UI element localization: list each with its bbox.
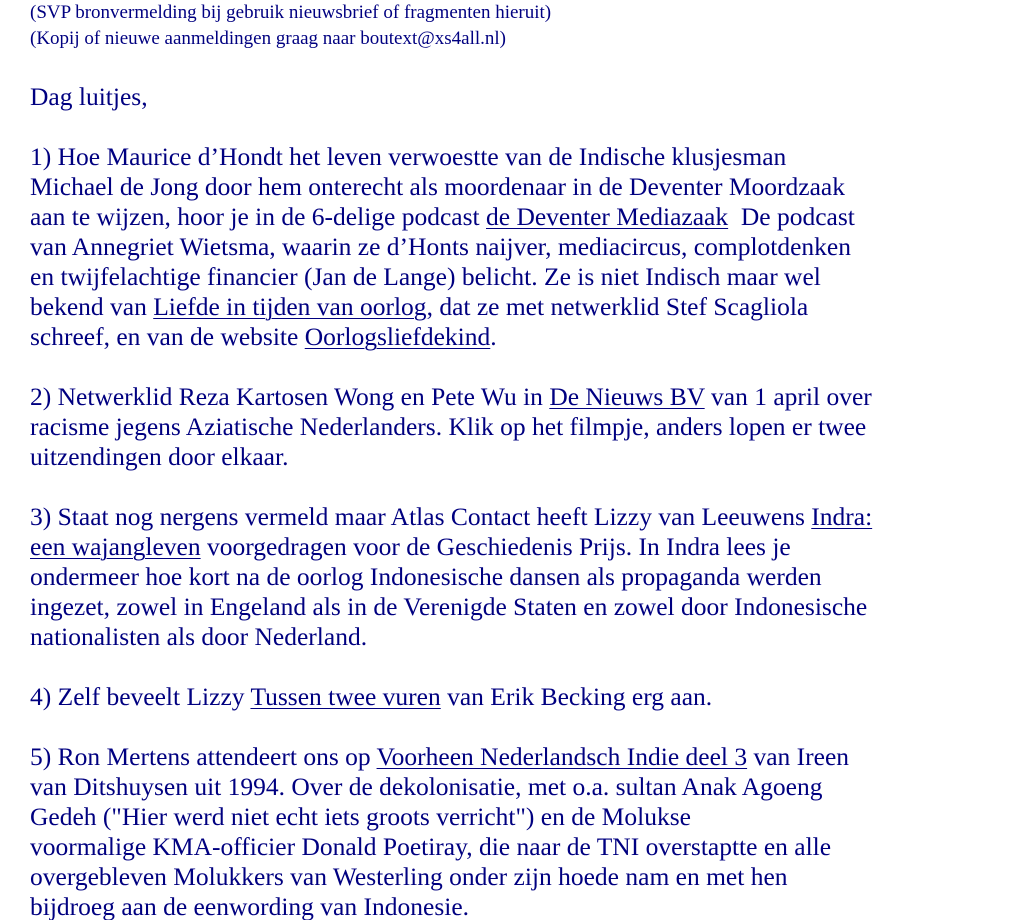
item-1-line: van Annegriet Wietsma, waarin ze d’Honts naijver, mediacircus, complotdenken: [30, 232, 852, 261]
item-5-line: van Ditshuysen uit 1994. Over de dekolonisatie, met o.a. sultan Anak Agoeng: [30, 772, 823, 801]
text-fragment: van Erik Becking erg aan.: [440, 682, 713, 711]
item-5-line: voormalige KMA-officier Donald Poetiray, die naar de TNI overstaptte en alle: [30, 832, 832, 861]
item-3-line: nationalisten als door Nederland.: [30, 622, 368, 651]
item-5-paragraph: [30, 742, 1025, 920]
item-1-line: en twijfelachtige financier (Jan de Lange) belicht. Ze is niet Indisch maar wel: [30, 262, 821, 291]
item-2-line: [30, 382, 1025, 412]
item-3-line: ondermeer hoe kort na de oorlog Indonesische dansen als propaganda werden: [30, 562, 822, 591]
item-3-line: [30, 532, 1025, 562]
text-fragment: van Ireen: [747, 742, 850, 771]
text-fragment: voorgedragen voor de Geschiedenis Prijs. In Indra lees je: [200, 532, 791, 561]
link-deventer-mediazaak[interactable]: de Deventer Mediazaak: [486, 202, 729, 231]
item-5-line: bijdroeg aan de eenwording van Indonesie.: [30, 892, 470, 920]
item-4-line: [30, 682, 1025, 712]
item-5-line: overgebleven Molukkers van Westerling onder zijn hoede nam en met hen: [30, 862, 788, 891]
text-fragment: aan te wijzen, hoor je in de 6-delige podcast: [30, 202, 486, 231]
text-fragment: 4) Zelf beveelt Lizzy: [30, 682, 251, 711]
text-fragment: De podcast: [728, 202, 855, 231]
item-5-line: [30, 742, 1025, 772]
item-4-paragraph: [30, 682, 1025, 712]
link-oorlogsliefdekind[interactable]: Oorlogsliefdekind: [304, 322, 491, 351]
newsletter-header: [30, 0, 1025, 52]
text-fragment: van 1 april over: [704, 382, 872, 411]
item-2-line: racisme jegens Aziatische Nederlanders. Klik op het filmpje, anders lopen er twee: [30, 412, 867, 441]
item-2-line: uitzendingen door elkaar.: [30, 442, 289, 471]
item-3-line: ingezet, zowel in Engeland als in de Verenigde Staten en zowel door Indonesische: [30, 592, 868, 621]
link-tussen-twee-vuren[interactable]: Tussen twee vuren: [250, 682, 441, 711]
link-voorheen-nederlandsch-indie[interactable]: Voorheen Nederlandsch Indie deel 3: [376, 742, 748, 771]
link-indra-part-1[interactable]: Indra:: [811, 502, 873, 531]
text-fragment: 2) Netwerklid Reza Kartosen Wong en Pete Wu in: [30, 382, 550, 411]
item-2-paragraph: [30, 382, 1025, 472]
item-1-line: [30, 202, 1025, 232]
text-fragment: 5) Ron Mertens attendeert ons op: [30, 742, 377, 771]
text-fragment: bekend van: [30, 292, 154, 321]
link-de-nieuws-bv[interactable]: De Nieuws BV: [549, 382, 705, 411]
item-1-line: [30, 322, 1025, 352]
text-fragment: 3) Staat nog nergens vermeld maar Atlas Contact heeft Lizzy van Leeuwens: [30, 502, 812, 531]
text-fragment: schreef, en van de website: [30, 322, 305, 351]
item-3-paragraph: [30, 502, 1025, 652]
submission-note: (Kopij of nieuwe aanmeldingen graag naar boutext@xs4all.nl): [30, 28, 506, 49]
item-1-line: Michael de Jong door hem onterecht als moordenaar in de Deventer Moordzaak: [30, 172, 845, 201]
item-1-paragraph: [30, 142, 1025, 352]
item-1-line: [30, 292, 1025, 322]
attribution-note: (SVP bronvermelding bij gebruik nieuwsbrief of fragmenten hieruit): [30, 2, 552, 23]
text-fragment: .: [490, 322, 497, 351]
newsletter-document: [30, 0, 1025, 920]
link-liefde-in-tijden-van-oorlog[interactable]: Liefde in tijden van oorlog: [153, 292, 427, 321]
item-5-line: Gedeh ("Hier werd niet echt iets groots verricht") en de Molukse: [30, 802, 691, 831]
item-3-line: [30, 502, 1025, 532]
link-indra-part-2[interactable]: een wajangleven: [30, 532, 201, 561]
text-fragment: , dat ze met netwerklid Stef Scagliola: [426, 292, 809, 321]
item-1-line: 1) Hoe Maurice d’Hondt het leven verwoestte van de Indische klusjesman: [30, 142, 787, 171]
greeting: Dag luitjes,: [30, 82, 148, 111]
